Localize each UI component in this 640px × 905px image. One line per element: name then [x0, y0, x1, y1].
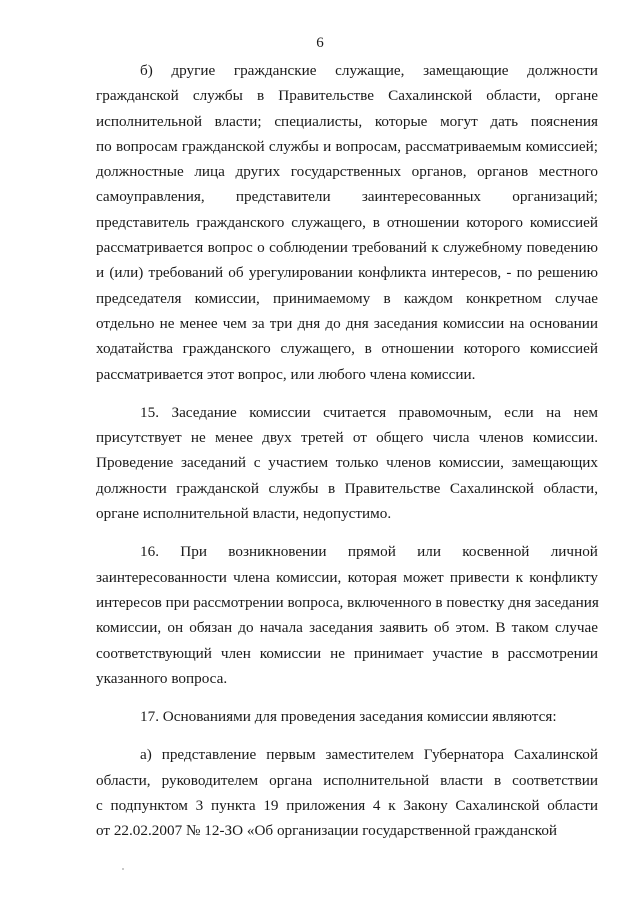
paragraph-15 [96, 400, 598, 526]
text-line: рассматривается этот вопрос, или любого члена комиссии. [96, 365, 476, 383]
word: При [180, 543, 207, 561]
word: косвенной [462, 543, 530, 561]
text-line: исполнительной власти; специалисты, которые могут дать пояснения [96, 112, 598, 130]
word: возникновении [228, 543, 327, 561]
paragraph-17a [96, 742, 598, 843]
text-line: заинтересованности члена комиссии, которая может привести к конфликту [96, 568, 598, 586]
word: организаций; [512, 188, 598, 206]
text-line: 15. Заседание комиссии считается правомочным, если на нем [140, 403, 598, 421]
word: должности [527, 62, 598, 79]
word: служащие, [335, 62, 405, 79]
scan-speck [122, 868, 124, 870]
text-line: ходатайства гражданского служащего, в отношении которого комиссией [96, 340, 598, 358]
text-line: и (или) требований об урегулировании конфликта интересов, - по решению [96, 264, 598, 282]
text-line: а) представление первым заместителем Губернатора Сахалинской [140, 746, 598, 764]
text-line: интересов при рассмотрении вопроса, включенного в повестку дня заседания [96, 593, 599, 611]
word: заинтересованных [361, 188, 481, 206]
word: личной [550, 543, 598, 561]
text-line: указанного вопроса. [96, 669, 228, 687]
text-line: представитель гражданского служащего, в отношении которого комиссией [96, 213, 598, 231]
text-line: должности гражданской службы в Правительстве Сахалинской области, [96, 479, 598, 497]
word: представители [235, 188, 331, 206]
text-line: от 22.02.2007 № 12-ЗО «Об организации государственной гражданской [96, 822, 558, 840]
text-line [96, 184, 598, 209]
word: б) [140, 62, 153, 79]
word: 16. [140, 543, 159, 561]
text-line: соответствующий член комиссии не принимает участие в рассмотрении [96, 644, 598, 662]
text-line: присутствует не менее двух третей от общего числа членов комиссии. [96, 429, 598, 447]
paragraph-17 [96, 704, 598, 729]
text-line: председателя комиссии, принимаемому в каждом конкретном случае [96, 289, 598, 307]
text-line: по вопросам гражданской службы и вопросам, рассматриваемым комиссией; [96, 137, 598, 155]
text-line [96, 58, 598, 83]
text-line: Проведение заседаний с участием только членов комиссии, замещающих [96, 454, 598, 472]
paragraph-16 [96, 539, 598, 691]
paragraph-b [96, 58, 598, 387]
text-line [96, 539, 598, 564]
text-line: комиссии, он обязан до начала заседания заявить об этом. В таком случае [96, 619, 598, 637]
text-line: должностные лица других государственных органов, органов местного [96, 163, 598, 181]
word: самоуправления, [96, 188, 205, 206]
word: прямой [347, 543, 396, 561]
text-line: отдельно не менее чем за три дня до дня заседания комиссии на основании [96, 314, 598, 332]
text-line: области, руководителем органа исполнительной власти в соответствии [96, 771, 598, 789]
word: замещающие [423, 62, 509, 79]
text-line: с подпунктом 3 пункта 19 приложения 4 к Закону Сахалинской области [96, 797, 598, 815]
page-number: 6 [316, 35, 324, 51]
text-line: органе исполнительной власти, недопустимо. [96, 505, 392, 523]
text-line: рассматривается вопрос о соблюдении требований к служебному поведению [96, 239, 598, 257]
document-body [96, 58, 598, 857]
text-line: 17. Основаниями для проведения заседания комиссии являются: [140, 708, 557, 726]
word: или [417, 543, 441, 561]
word: гражданские [233, 62, 317, 79]
text-line: гражданской службы в Правительстве Сахалинской области, органе [96, 87, 598, 105]
word: другие [171, 62, 216, 79]
